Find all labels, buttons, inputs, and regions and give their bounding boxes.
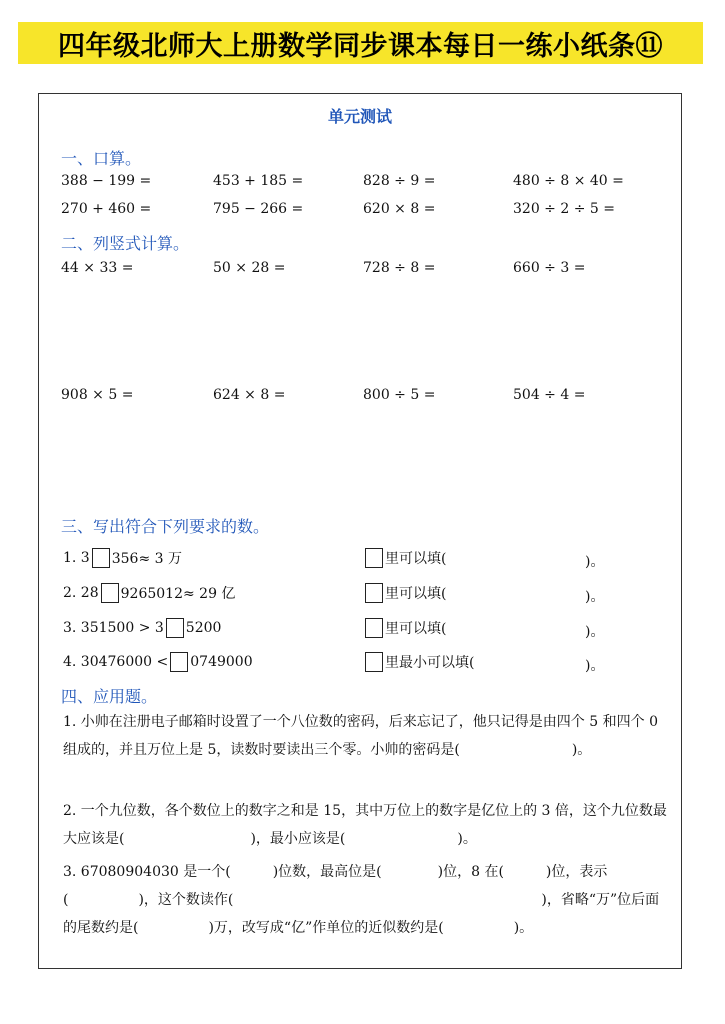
vertical-calc-item: 44 × 33 = (61, 260, 134, 276)
vertical-calc-item: 50 × 28 = (213, 260, 286, 276)
fill-item-suffix: 5200 (185, 620, 222, 636)
oral-calc-item: 620 × 8 = (363, 201, 436, 217)
fill-prompt-text: 里可以填( (385, 621, 447, 637)
answer-box (365, 583, 383, 603)
oral-calc-item: 480 ÷ 8 × 40 = (513, 173, 624, 189)
fill-prompt-4 (363, 652, 474, 672)
oral-calc-item: 388 − 199 = (61, 173, 152, 189)
answer-box (365, 618, 383, 638)
fill-close: )。 (585, 658, 605, 674)
oral-calc-item: 828 ÷ 9 = (363, 173, 436, 189)
fill-item-prefix: 4. 30476000 < (63, 654, 169, 670)
fill-prompt-text: 里可以填( (385, 586, 447, 602)
vertical-calc-item: 728 ÷ 8 = (363, 260, 436, 276)
fill-item-suffix: 9265012≈ 29 亿 (120, 586, 236, 602)
answer-box[interactable] (166, 618, 184, 638)
oral-calc-item: 270 + 460 = (61, 201, 152, 217)
fill-close: )。 (585, 554, 605, 570)
fill-item-1 (63, 548, 182, 568)
fill-item-prefix: 3. 351500 > 3 (63, 620, 164, 636)
answer-box[interactable] (92, 548, 110, 568)
section3-heading: 三、写出符合下列要求的数。 (61, 517, 270, 536)
word-problem-2: 2. 一个九位数，各个数位上的数字之和是 15，其中万位上的数字是亿位上的 3 倍，这个九位数最大应该是( )，最小应该是( )。 (63, 803, 667, 847)
fill-item-suffix: 356≈ 3 万 (111, 551, 182, 567)
answer-box (365, 652, 383, 672)
word-problem-3: 3. 67080904030 是一个( )位数，最高位是( )位，8 在( )位，表示( )，这个数读作( )，省略“万”位后面的尾数约是( )万，改写成“亿”作单位的近似数约是( )。 (63, 864, 660, 936)
fill-item-4 (63, 652, 253, 672)
oral-calc-item: 320 ÷ 2 ÷ 5 = (513, 201, 615, 217)
answer-box[interactable] (170, 652, 188, 672)
section2-heading: 二、列竖式计算。 (61, 234, 190, 253)
section1-heading: 一、口算。 (61, 149, 142, 168)
fill-prompt-3 (363, 618, 446, 638)
banner-title: 四年级北师大上册数学同步课本每日一练小纸条⑪ (58, 30, 663, 62)
unit-title: 单元测试 (327, 107, 392, 126)
fill-prompt-text: 里可以填( (385, 551, 447, 567)
word-problem-1: 1. 小帅在注册电子邮箱时设置了一个八位数的密码，后来忘记了，他只记得是由四个 5 和四个 0 组成的，并且万位上是 5，读数时要读出三个零。小帅的密码是( )。 (63, 714, 658, 758)
fill-item-3 (63, 618, 221, 638)
answer-box[interactable] (101, 583, 119, 603)
fill-close: )。 (585, 589, 605, 605)
vertical-calc-item: 504 ÷ 4 = (513, 387, 586, 403)
vertical-calc-item: 624 × 8 = (213, 387, 286, 403)
fill-prompt-2 (363, 583, 446, 603)
title-banner (18, 22, 703, 64)
vertical-calc-item: 800 ÷ 5 = (363, 387, 436, 403)
worksheet (38, 93, 682, 969)
vertical-calc-item: 908 × 5 = (61, 387, 134, 403)
fill-item-prefix: 1. 3 (63, 550, 90, 566)
answer-box (365, 548, 383, 568)
fill-close: )。 (585, 624, 605, 640)
section4-heading: 四、应用题。 (61, 687, 158, 706)
fill-item-prefix: 2. 28 (63, 585, 99, 601)
fill-item-2 (63, 583, 235, 603)
fill-prompt-1 (363, 548, 446, 568)
oral-calc-item: 795 − 266 = (213, 201, 304, 217)
fill-item-suffix: 0749000 (190, 654, 253, 670)
oral-calc-item: 453 + 185 = (213, 173, 304, 189)
vertical-calc-item: 660 ÷ 3 = (513, 260, 586, 276)
fill-prompt-text: 里最小可以填( (385, 655, 475, 671)
